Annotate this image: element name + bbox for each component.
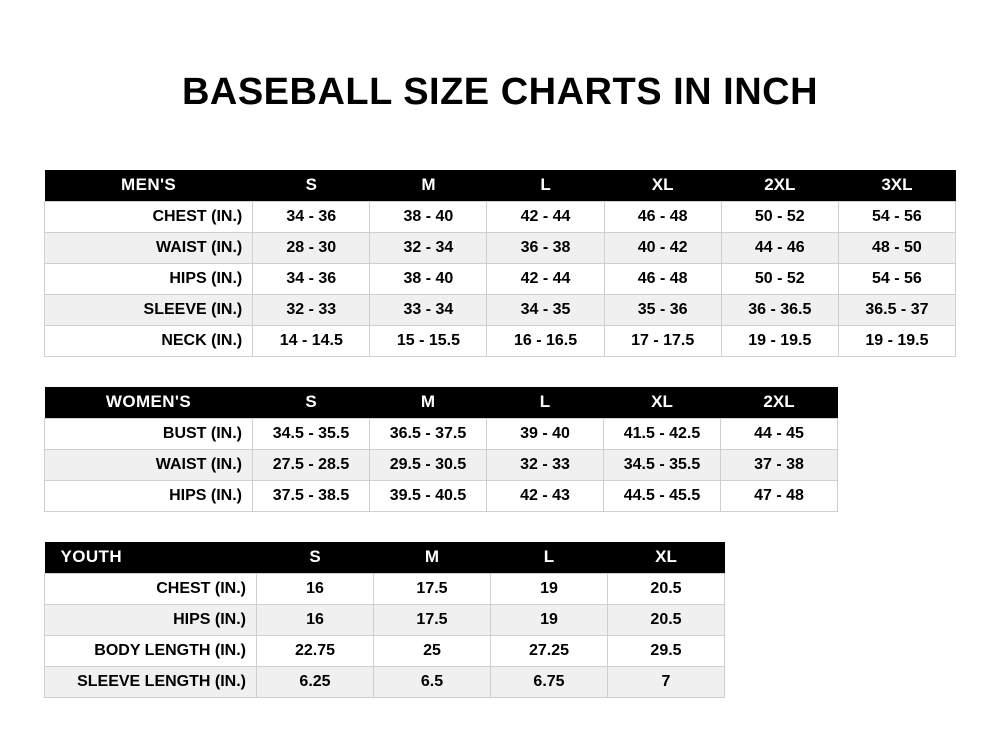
table-spacer	[44, 512, 956, 542]
cell: 32 - 34	[370, 232, 487, 263]
table-header-row	[45, 170, 956, 202]
table-row	[45, 666, 725, 697]
table-header-row	[45, 387, 838, 419]
cell: 20.5	[608, 573, 725, 604]
page-title: BASEBALL SIZE CHARTS IN INCH	[181, 71, 819, 113]
womens-header-2xl: 2XL	[721, 387, 838, 419]
youth-header-category: YOUTH	[45, 542, 257, 574]
mens-table-body	[45, 201, 956, 356]
cell: 16	[257, 604, 374, 635]
cell: 50 - 52	[721, 201, 838, 232]
womens-header-l: L	[487, 387, 604, 419]
cell: 22.75	[257, 635, 374, 666]
row-label: CHEST (IN.)	[45, 573, 257, 604]
table-row	[45, 232, 956, 263]
table-row	[45, 480, 838, 511]
youth-header-xl: XL	[608, 542, 725, 574]
row-label: BUST (IN.)	[45, 418, 253, 449]
cell: 17 - 17.5	[604, 325, 721, 356]
row-label: BODY LENGTH (IN.)	[45, 635, 257, 666]
youth-header-s: S	[257, 542, 374, 574]
tables-container	[0, 170, 1000, 698]
cell: 34 - 36	[253, 263, 370, 294]
cell: 37 - 38	[721, 449, 838, 480]
cell: 42 - 44	[487, 201, 604, 232]
cell: 54 - 56	[838, 201, 955, 232]
youth-size-table	[44, 542, 725, 698]
mens-header-3xl: 3XL	[838, 170, 955, 202]
cell: 6.75	[491, 666, 608, 697]
cell: 14 - 14.5	[253, 325, 370, 356]
mens-table-head	[45, 170, 956, 202]
table-header-row	[45, 542, 725, 574]
youth-table-head	[45, 542, 725, 574]
cell: 34 - 35	[487, 294, 604, 325]
table-row	[45, 449, 838, 480]
row-label: SLEEVE LENGTH (IN.)	[45, 666, 257, 697]
womens-size-table	[44, 387, 838, 512]
cell: 16 - 16.5	[487, 325, 604, 356]
cell: 35 - 36	[604, 294, 721, 325]
cell: 41.5 - 42.5	[604, 418, 721, 449]
cell: 42 - 43	[487, 480, 604, 511]
table-row	[45, 635, 725, 666]
row-label: WAIST (IN.)	[45, 232, 253, 263]
cell: 47 - 48	[721, 480, 838, 511]
row-label: CHEST (IN.)	[45, 201, 253, 232]
cell: 34 - 36	[253, 201, 370, 232]
mens-header-category: MEN'S	[45, 170, 253, 202]
cell: 46 - 48	[604, 263, 721, 294]
cell: 39 - 40	[487, 418, 604, 449]
womens-header-category: WOMEN'S	[45, 387, 253, 419]
womens-table-body	[45, 418, 838, 511]
cell: 44 - 45	[721, 418, 838, 449]
cell: 29.5	[608, 635, 725, 666]
cell: 50 - 52	[721, 263, 838, 294]
cell: 34.5 - 35.5	[253, 418, 370, 449]
cell: 44.5 - 45.5	[604, 480, 721, 511]
row-label: SLEEVE (IN.)	[45, 294, 253, 325]
cell: 19	[491, 573, 608, 604]
cell: 32 - 33	[487, 449, 604, 480]
table-row	[45, 263, 956, 294]
cell: 6.25	[257, 666, 374, 697]
table-row	[45, 418, 838, 449]
cell: 27.25	[491, 635, 608, 666]
cell: 46 - 48	[604, 201, 721, 232]
cell: 38 - 40	[370, 263, 487, 294]
cell: 36 - 38	[487, 232, 604, 263]
row-label: HIPS (IN.)	[45, 604, 257, 635]
cell: 40 - 42	[604, 232, 721, 263]
cell: 7	[608, 666, 725, 697]
cell: 19	[491, 604, 608, 635]
table-row	[45, 325, 956, 356]
cell: 36 - 36.5	[721, 294, 838, 325]
cell: 33 - 34	[370, 294, 487, 325]
table-spacer	[44, 357, 956, 387]
cell: 44 - 46	[721, 232, 838, 263]
cell: 39.5 - 40.5	[370, 480, 487, 511]
cell: 15 - 15.5	[370, 325, 487, 356]
row-label: HIPS (IN.)	[45, 263, 253, 294]
cell: 20.5	[608, 604, 725, 635]
cell: 17.5	[374, 604, 491, 635]
cell: 29.5 - 30.5	[370, 449, 487, 480]
cell: 34.5 - 35.5	[604, 449, 721, 480]
cell: 25	[374, 635, 491, 666]
table-row	[45, 294, 956, 325]
youth-header-m: M	[374, 542, 491, 574]
cell: 27.5 - 28.5	[253, 449, 370, 480]
cell: 36.5 - 37.5	[370, 418, 487, 449]
mens-header-2xl: 2XL	[721, 170, 838, 202]
table-row	[45, 201, 956, 232]
cell: 28 - 30	[253, 232, 370, 263]
mens-header-l: L	[487, 170, 604, 202]
cell: 38 - 40	[370, 201, 487, 232]
table-row	[45, 573, 725, 604]
row-label: WAIST (IN.)	[45, 449, 253, 480]
table-row	[45, 604, 725, 635]
mens-size-table	[44, 170, 956, 357]
youth-header-l: L	[491, 542, 608, 574]
mens-header-s: S	[253, 170, 370, 202]
cell: 17.5	[374, 573, 491, 604]
youth-table-body	[45, 573, 725, 697]
cell: 42 - 44	[487, 263, 604, 294]
cell: 37.5 - 38.5	[253, 480, 370, 511]
cell: 48 - 50	[838, 232, 955, 263]
cell: 19 - 19.5	[838, 325, 955, 356]
cell: 19 - 19.5	[721, 325, 838, 356]
cell: 54 - 56	[838, 263, 955, 294]
womens-table-head	[45, 387, 838, 419]
row-label: NECK (IN.)	[45, 325, 253, 356]
cell: 6.5	[374, 666, 491, 697]
cell: 32 - 33	[253, 294, 370, 325]
cell: 36.5 - 37	[838, 294, 955, 325]
mens-header-xl: XL	[604, 170, 721, 202]
womens-header-s: S	[253, 387, 370, 419]
womens-header-m: M	[370, 387, 487, 419]
mens-header-m: M	[370, 170, 487, 202]
womens-header-xl: XL	[604, 387, 721, 419]
row-label: HIPS (IN.)	[45, 480, 253, 511]
cell: 16	[257, 573, 374, 604]
